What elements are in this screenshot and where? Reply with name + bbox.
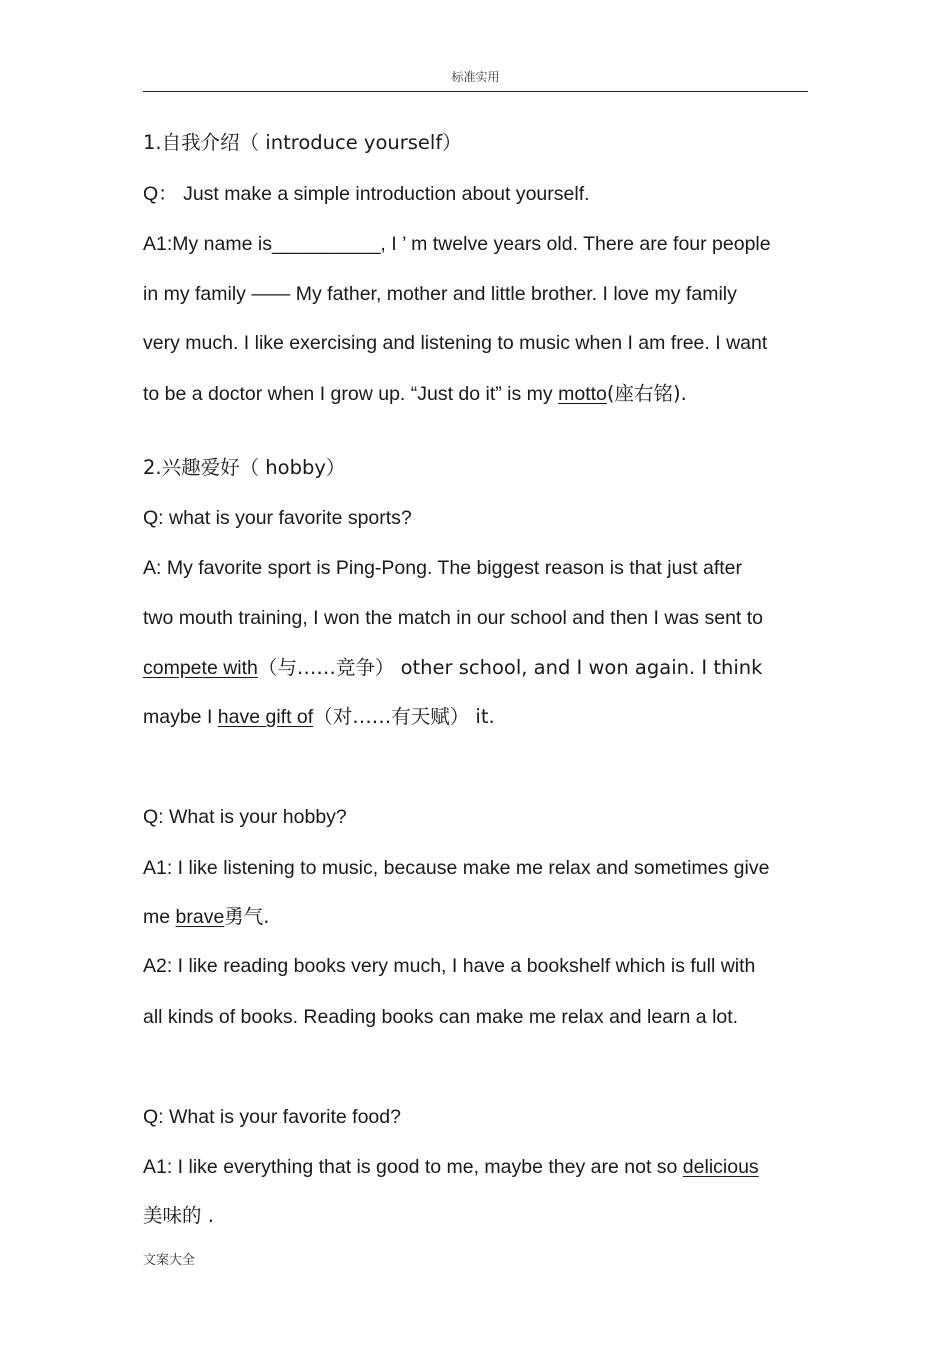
- answer-line: A1: I like listening to music, because make me relax and sometimes give: [143, 857, 770, 879]
- answer-line: two mouth training, I won the match in our school and then I was sent to: [143, 607, 764, 629]
- answer-line: [143, 905, 270, 929]
- answer-line: A1:My name is__________, I ’ m twelve years old. There are four people: [143, 233, 771, 255]
- answer-line: [143, 1155, 759, 1179]
- answer-text: （对……有天赋） it.: [313, 705, 495, 728]
- header-divider: [143, 91, 808, 92]
- answer-line: in my family —— My father, mother and little brother. I love my family: [143, 283, 737, 305]
- question-sports: Q: what is your favorite sports?: [143, 507, 412, 529]
- question-food: Q: What is your favorite food?: [143, 1106, 401, 1128]
- question-intro: Q： Just make a simple introduction about yourself.: [143, 183, 590, 205]
- answer-text: to be a doctor when I grow up. “Just do it” is my: [143, 383, 559, 405]
- answer-line: very much. I like exercising and listening to music when I am free. I want: [143, 332, 768, 354]
- answer-line: A2: I like reading books very much, I have a bookshelf which is full with: [143, 955, 756, 977]
- vocab-delicious: delicious: [682, 1156, 759, 1178]
- vocab-brave: brave: [175, 906, 225, 928]
- answer-text: （与……竞争） other school, and I won again. I think: [257, 656, 763, 679]
- answer-text: maybe I: [143, 706, 218, 728]
- answer-line: [143, 656, 762, 680]
- answer-line: [143, 705, 495, 729]
- vocab-translation: 勇气.: [224, 905, 270, 928]
- answer-line: all kinds of books. Reading books can make me relax and learn a lot.: [143, 1006, 739, 1028]
- vocab-motto: motto: [558, 383, 607, 405]
- page-header: 标准实用: [451, 70, 500, 84]
- vocab-compete-with: compete with: [143, 657, 258, 679]
- vocab-translation: (座右铭).: [606, 382, 687, 405]
- answer-text: A1: I like everything that is good to me, maybe they are not so: [143, 1156, 683, 1178]
- answer-text: me: [143, 906, 176, 928]
- answer-line: [143, 382, 687, 406]
- question-hobby: Q: What is your hobby?: [143, 806, 347, 828]
- answer-line: 美味的 .: [143, 1204, 214, 1227]
- vocab-have-gift-of: have gift of: [217, 706, 314, 728]
- section-heading-hobby: 2.兴趣爱好（ hobby）: [143, 456, 346, 479]
- section-heading-intro: 1.自我介绍（ introduce yourself）: [143, 131, 462, 154]
- answer-line: A: My favorite sport is Ping-Pong. The biggest reason is that just after: [143, 557, 743, 579]
- page-footer: 文案大全: [143, 1253, 196, 1268]
